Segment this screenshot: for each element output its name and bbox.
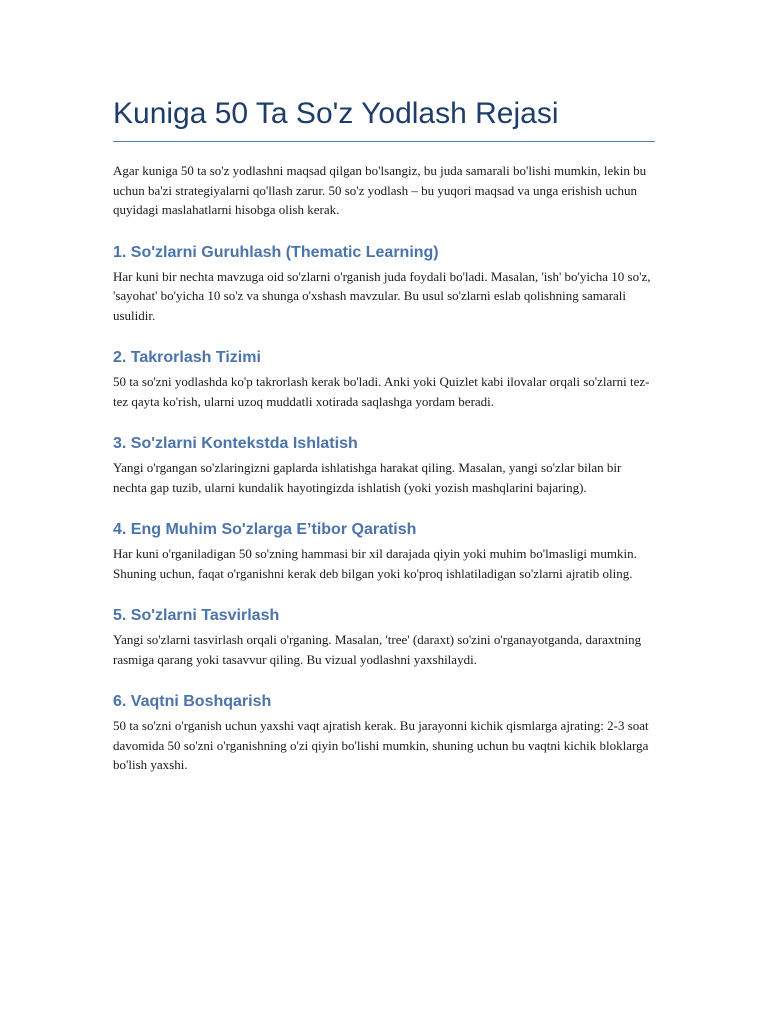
section-thematic-learning: [113, 243, 655, 326]
section-heading: 1. So'zlarni Guruhlash (Thematic Learning): [113, 243, 439, 261]
section-heading: 2. Takrorlash Tizimi: [113, 349, 261, 366]
section-body: Yangi o'rgangan so'zlaringizni gaplarda ishlatishga harakat qiling. Masalan, yangi so'zlar bilan bir nechta gap tuzib, ularni kundalik hayotingizda ishlatish (yoki yozish mashqlarini bajaring).: [113, 460, 622, 495]
document-page: [113, 0, 655, 775]
section-time-management: [113, 692, 655, 775]
section-body: Yangi so'zlarni tasvirlash orqali o'rganing. Masalan, 'tree' (daraxt) so'zini o'rganayotganda, daraxtning rasmiga qarang yoki tasavvur qiling. Bu vizual yodlashni yaxshilaydi.: [113, 632, 642, 667]
section-heading: 5. So'zlarni Tasvirlash: [113, 607, 280, 624]
intro-paragraph: Agar kuniga 50 ta so'z yodlashni maqsad qilgan bo'lsangiz, bu juda samarali bo'lishi mumkin, lekin bu uchun ba'zi strategiyalarni qo'llash zarur. 50 so'z yodlash – bu yuqori maqsad va unga erishish uchun quyidagi maslahatlarni hisobga olish kerak.: [113, 163, 647, 217]
section-body: Har kuni o'rganiladigan 50 so'zning hammasi bir xil darajada qiyin yoki muhim bo'lmasligi mumkin. Shuning uchun, faqat o'rganishni kerak deb bilgan yoki ko'proq ishlatiladigan so'zlarni ajratib oling.: [113, 546, 637, 581]
section-body: 50 ta so'zni o'rganish uchun yaxshi vaqt ajratish kerak. Bu jarayonni kichik qismlarga ajrating: 2-3 soat davomida 50 so'zni o'rganishning o'zi qiyin bo'lishi mumkin, shuning uchun bu vaqtni kichik bloklarga bo'lish yaxshi.: [113, 718, 649, 772]
section-important-words: [113, 520, 655, 583]
section-body: 50 ta so'zni yodlashda ko'p takrorlash kerak bo'ladi. Anki yoki Quizlet kabi ilovalar orqali so'zlarni tez-tez qayta ko'rish, ularni uzoq muddatli xotirada saqlashga yordam beradi.: [113, 374, 650, 409]
section-heading: 6. Vaqtni Boshqarish: [113, 693, 272, 710]
section-heading: 3. So'zlarni Kontekstda Ishlatish: [113, 435, 358, 452]
page-title: Kuniga 50 Ta So'z Yodlash Rejasi: [113, 95, 655, 142]
section-repetition-system: [113, 348, 655, 411]
section-heading: 4. Eng Muhim So'zlarga E’tibor Qaratish: [113, 521, 417, 538]
section-context-usage: [113, 434, 655, 497]
section-visualization: [113, 606, 655, 669]
section-body: Har kuni bir nechta mavzuga oid so'zlarni o'rganish juda foydali bo'ladi. Masalan, 'ish' bo'yicha 10 so'z, 'sayohat' bo'yicha 10 so'z va shunga o'xshash mavzular. Bu usul so'zlarni eslab qolishning samarali usulidir.: [113, 268, 651, 323]
